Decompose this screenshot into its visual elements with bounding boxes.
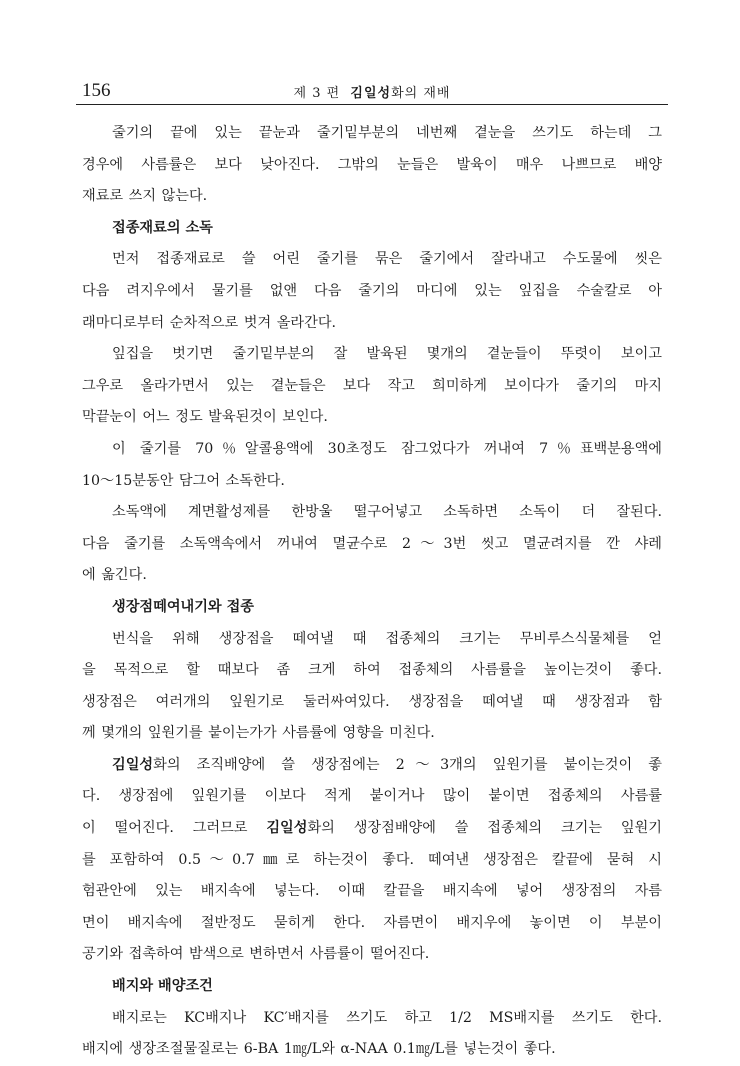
paragraph-line: 배지로는 KC배지나 KC′배지를 쓰기도 하고 1/2 MS배지를 쓰기도 한다. <box>112 1009 662 1026</box>
paragraph-line: 10～15분동안 담그어 소독한다. <box>82 472 285 489</box>
paragraph-line: 께 몇개의 잎원기를 붙이는가가 사름률에 영향을 미친다. <box>82 725 435 742</box>
paragraph-line: 을 목적으로 할 때보다 좀 크게 하여 접종체의 사름률을 높이는것이 좋다. <box>82 662 662 679</box>
text-run: 화의 생장점배양에 쓸 접종체의 크기는 잎원기 <box>307 820 662 837</box>
paragraph-line: 번식을 위해 생장점을 떼여낼 때 접종체의 크기는 무비루스식물체를 얻 <box>112 630 662 647</box>
paragraph-line: 소독액에 계면활성제를 한방울 떨구어넣고 소독하면 소독이 더 잘된다. <box>112 504 662 521</box>
paragraph-line: 줄기의 끝에 있는 끝눈과 줄기밑부분의 네번째 곁눈을 쓰기도 하는데 그 <box>112 125 662 141</box>
running-title <box>76 82 668 101</box>
section-heading-disinfection: 접종재료의 소독 <box>112 219 213 236</box>
paragraph-line: 경우에 사름률은 보다 낮아진다. 그밖의 눈들은 발육이 매우 나쁘므로 배양 <box>82 156 662 173</box>
paragraph-line: 를 포함하여 0.5～0.7㎜로 하는것이 좋다. 떼여낸 생장점은 칼끝에 묻혀 시 <box>82 851 662 868</box>
paragraph-line: 막끝눈이 어느 정도 발육된것이 보인다. <box>82 409 328 426</box>
paragraph-line: 생장점은 여러개의 잎원기로 둘러싸여있다. 생장점을 떼여낼 때 생장점과 함 <box>82 693 662 710</box>
text-run: 이 떨어진다. 그러므로 <box>82 820 267 837</box>
paragraph-line <box>82 750 662 782</box>
body-text <box>82 118 662 1066</box>
bold-name: 김일성 <box>112 756 154 773</box>
chapter-label: 제 3 편 <box>293 86 341 101</box>
section-heading-medium-culture: 배지와 배양조건 <box>112 978 213 995</box>
page-number: 156 <box>82 80 111 101</box>
bold-name: 김일성 <box>266 820 308 837</box>
text-run: 화의 조직배양에 쓸 생장점에는 2～3개의 잎원기를 붙이는것이 좋 <box>153 756 662 773</box>
paragraph-line: 배지에 생장조절물질로는 6-BA 1㎎/L와 α-NAA 0.1㎎/L를 넣는것이 좋다. <box>82 1041 556 1058</box>
page-header <box>76 78 668 105</box>
paragraph-line: 다음 려지우에서 물기를 없앤 다음 줄기의 마디에 있는 잎집을 수술칼로 아 <box>82 282 662 299</box>
paragraph-line: 잎집을 벗기면 줄기밑부분의 잘 발육된 몇개의 곁눈들이 뚜렷이 보이고 <box>112 346 662 363</box>
section-heading-growing-point: 생장점떼여내기와 접종 <box>112 598 254 615</box>
paragraph-line: 공기와 접촉하여 밤색으로 변하면서 사름률이 떨어진다. <box>82 946 430 963</box>
paragraph-line: 래마디로부터 순차적으로 벗겨 올라간다. <box>82 314 337 331</box>
paragraph-line: 다음 줄기를 소독액속에서 꺼내여 멸균수로 2～3번 씻고 멸균려지를 깐 샤레 <box>82 535 662 552</box>
paragraph-line: 재료로 쓰지 않는다. <box>82 188 208 205</box>
paragraph-line: 먼저 접종재료로 쓸 어린 줄기를 묶은 줄기에서 잘라내고 수도물에 씻은 <box>112 251 662 268</box>
paragraph-line: 그우로 올라가면서 있는 곁눈들은 보다 작고 희미하게 보이다가 줄기의 마지 <box>82 377 662 394</box>
paragraph-line: 이 줄기를 70％알콜용액에 30초정도 잠그었다가 꺼내여 7％표백분용액에 <box>112 440 662 457</box>
paragraph-line <box>82 813 662 845</box>
paragraph-line: 다. 생장점에 잎원기를 이보다 적게 붙이거나 많이 붙이면 접종체의 사름률 <box>82 788 662 805</box>
title-rest: 화의 재배 <box>391 86 451 101</box>
paragraph-line: 에 옮긴다. <box>82 567 147 584</box>
paragraph-line: 험관안에 있는 배지속에 넣는다. 이때 칼끝을 배지속에 넣어 생장점의 자름 <box>82 883 662 900</box>
paragraph-line: 면이 배지속에 절반정도 묻히게 한다. 자름면이 배지우에 놓이면 이 부분이 <box>82 914 662 931</box>
title-name: 김일성 <box>350 86 392 101</box>
